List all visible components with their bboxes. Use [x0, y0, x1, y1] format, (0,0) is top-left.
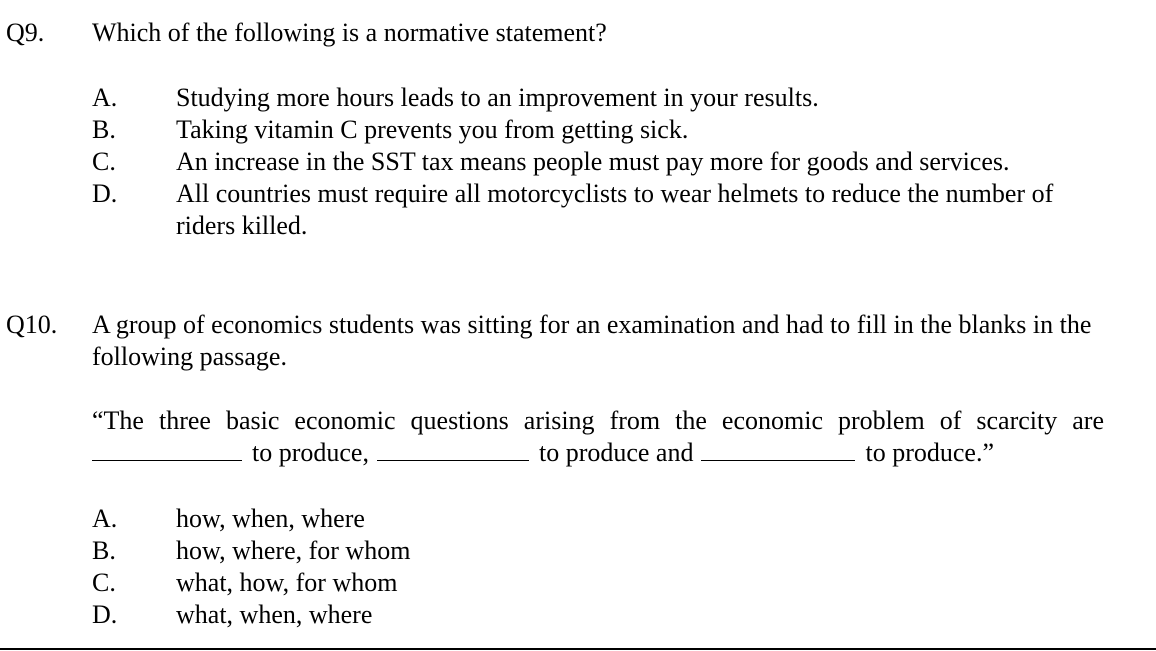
option-letter: A.: [92, 83, 118, 112]
q10-options: [92, 503, 1106, 631]
q10-option-b: [92, 535, 1106, 567]
option-text: how, where, for whom: [176, 536, 411, 565]
option-text: what, how, for whom: [176, 568, 398, 597]
passage-segment: to produce,: [252, 438, 369, 467]
q9-question: Which of the following is a normative statement?: [92, 18, 607, 47]
option-text: Studying more hours leads to an improvement in your results.: [176, 83, 819, 112]
passage-line: “The three basic economic questions arising from the economic problem of scarcity are: [92, 406, 1104, 435]
q9-option-d: [92, 178, 1106, 242]
q9-option-a: [92, 82, 1106, 114]
q10-option-d: [92, 599, 1106, 631]
passage-segment: to produce and: [538, 438, 694, 467]
option-letter: D.: [92, 600, 118, 629]
blank-1: [92, 438, 242, 461]
option-letter: C.: [92, 568, 116, 597]
q10-number: Q10.: [6, 310, 58, 339]
q9-options: [92, 82, 1106, 242]
option-text: Taking vitamin C prevents you from getting sick.: [176, 115, 689, 144]
option-letter: D.: [92, 179, 118, 208]
q10-question: A group of economics students was sitting for an examination and had to fill in the blanks in the following passage.: [92, 310, 1092, 371]
passage-segment: to produce.”: [865, 438, 994, 467]
q9-option-c: [92, 146, 1106, 178]
passage-blanks-line: [92, 437, 1104, 469]
option-letter: B.: [92, 115, 116, 144]
option-text: All countries must require all motorcyclists to wear helmets to reduce the number of riders killed.: [176, 179, 1054, 240]
blank-3: [701, 438, 855, 461]
option-text: how, when, where: [176, 504, 365, 533]
option-letter: B.: [92, 536, 116, 565]
bottom-divider: [0, 648, 1156, 650]
q9-option-b: [92, 114, 1106, 146]
q10-option-c: [92, 567, 1106, 599]
q10-option-a: [92, 503, 1106, 535]
blank-2: [377, 438, 529, 461]
option-text: An increase in the SST tax means people must pay more for goods and services.: [176, 147, 1010, 176]
q9-number: Q9.: [6, 18, 45, 47]
option-text: what, when, where: [176, 600, 373, 629]
option-letter: C.: [92, 147, 116, 176]
q10-passage: [92, 405, 1104, 469]
option-letter: A.: [92, 504, 118, 533]
